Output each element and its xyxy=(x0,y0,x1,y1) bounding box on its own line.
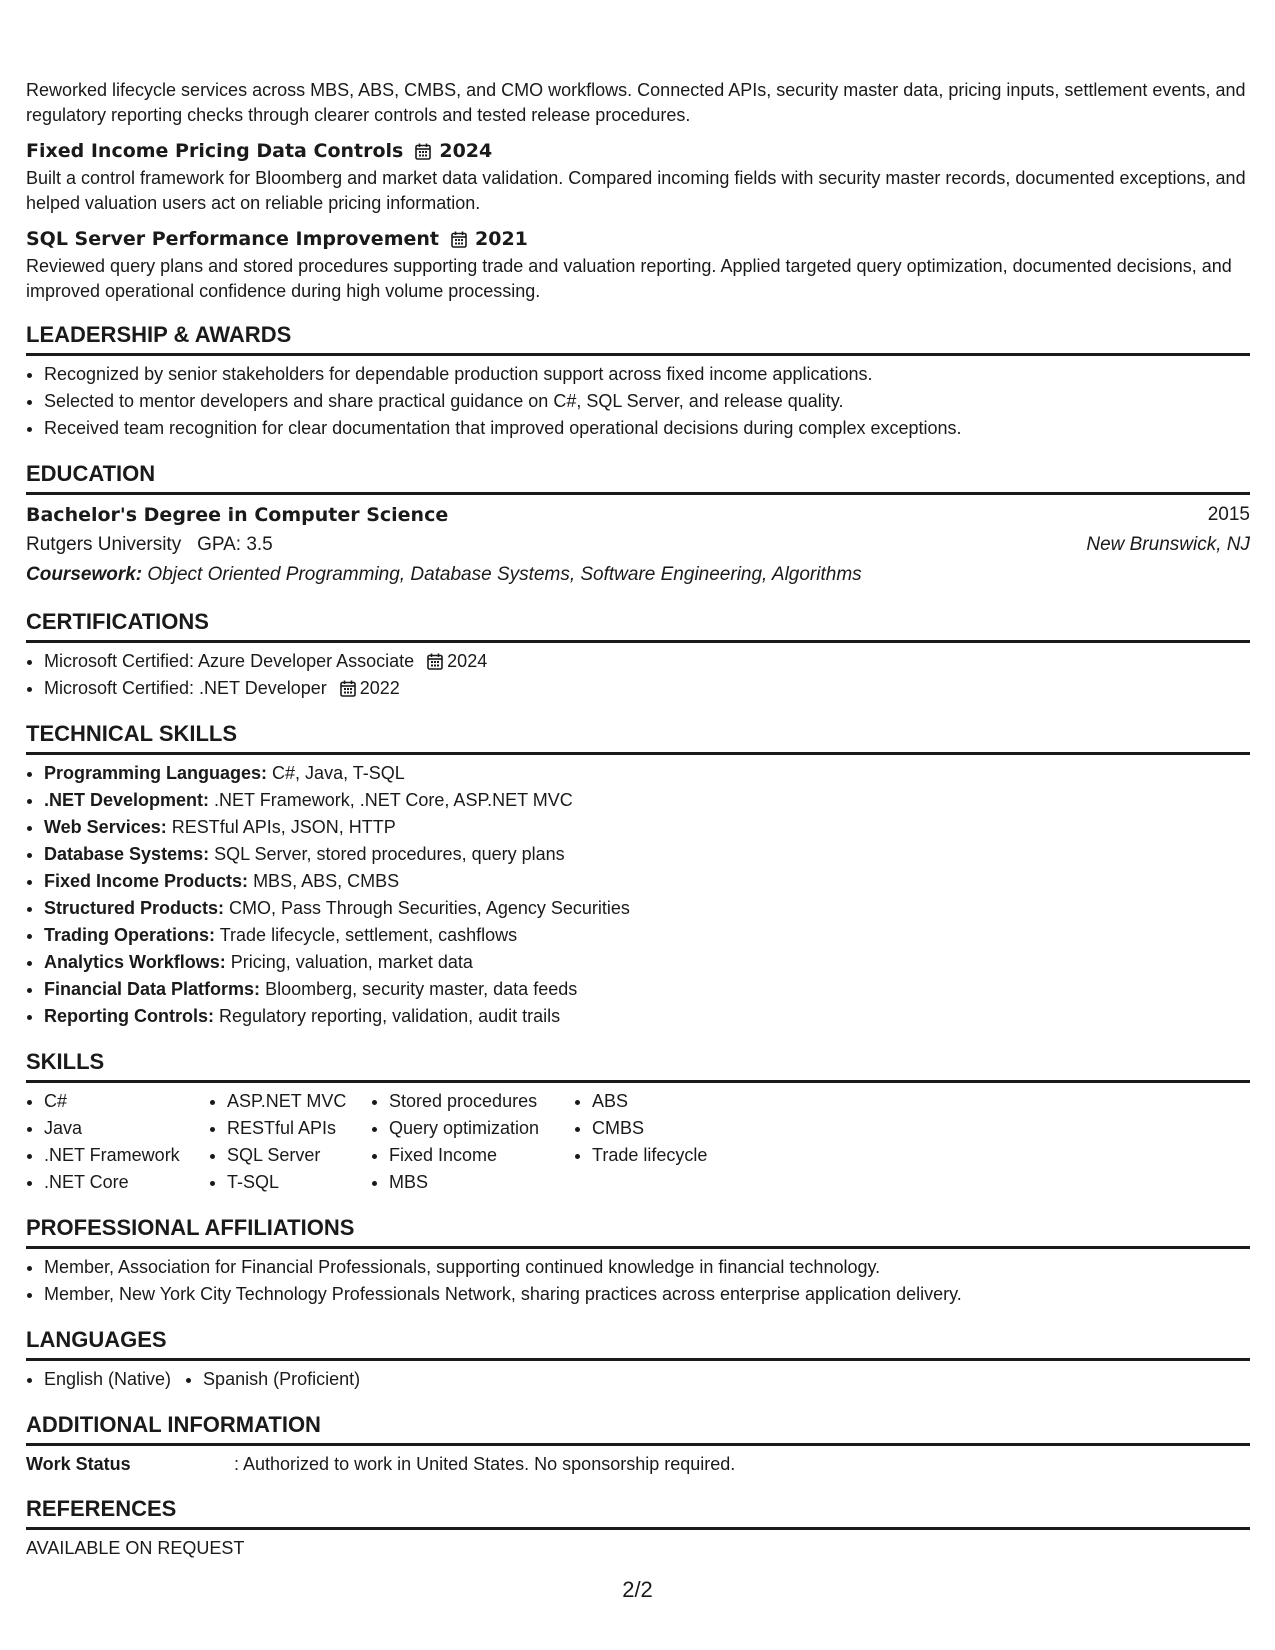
list-item: • ASP.NET MVC xyxy=(227,1088,371,1115)
skills-column xyxy=(574,1088,762,1196)
list-item xyxy=(44,949,1250,976)
section-heading: CERTIFICATIONS xyxy=(26,608,1250,643)
calendar-icon xyxy=(340,680,356,697)
section-heading: PROFESSIONAL AFFILIATIONS xyxy=(26,1214,1250,1249)
calendar-icon xyxy=(415,143,431,160)
skill-values: RESTful APIs, JSON, HTTP xyxy=(171,817,396,837)
section-heading: REFERENCES xyxy=(26,1495,1250,1530)
skill-values: .NET Framework, .NET Core, ASP.NET MVC xyxy=(214,790,573,810)
skill-category: Analytics Workflows: xyxy=(44,952,226,972)
work-status-value: : Authorized to work in United States. No sponsorship required. xyxy=(234,1454,736,1474)
list-item: • Recognized by senior stakeholders for dependable production support across fixed income applications. xyxy=(44,361,1250,388)
list-item: • Stored procedures xyxy=(389,1088,574,1115)
list-item: • C# xyxy=(44,1088,209,1115)
leadership-section xyxy=(26,321,1250,442)
project-title-row xyxy=(26,140,1250,162)
section-heading: ADDITIONAL INFORMATION xyxy=(26,1411,1250,1446)
degree-title: Bachelor's Degree in Computer Science xyxy=(26,504,449,526)
list-item: • Query optimization xyxy=(389,1115,574,1142)
list-item xyxy=(44,922,1250,949)
references-text: AVAILABLE ON REQUEST xyxy=(26,1538,245,1558)
list-item: • Fixed Income xyxy=(389,1142,574,1169)
skill-values: Bloomberg, security master, data feeds xyxy=(265,979,578,999)
list-item xyxy=(44,976,1250,1003)
project-description: Built a control framework for Bloomberg and market data validation. Compared incoming fields with security master records, documented exceptions, and helped valuation users act on reliable pricing information. xyxy=(26,168,1246,213)
calendar-icon xyxy=(427,653,443,670)
list-item: • Spanish (Proficient) xyxy=(203,1366,360,1393)
certification-name: • Microsoft Certified: .NET Developer xyxy=(44,678,327,698)
languages-section xyxy=(26,1326,1250,1393)
skill-category: Reporting Controls: xyxy=(44,1006,214,1026)
list-item xyxy=(44,868,1250,895)
skill-values: Trade lifecycle, settlement, cashflows xyxy=(219,925,518,945)
project-title-row xyxy=(26,228,1250,250)
section-heading: SKILLS xyxy=(26,1048,1250,1083)
graduation-year: 2015 xyxy=(1207,504,1250,525)
language-column xyxy=(185,1366,360,1393)
skill-values: C#, Java, T-SQL xyxy=(272,763,405,783)
list-item: • Java xyxy=(44,1115,209,1142)
leadership-list xyxy=(26,361,1250,442)
skill-values: Pricing, valuation, market data xyxy=(230,952,473,972)
section-heading: LANGUAGES xyxy=(26,1326,1250,1361)
technical-skills-list xyxy=(26,760,1250,1030)
coursework xyxy=(26,560,1250,590)
list-item: • CMBS xyxy=(592,1115,762,1142)
list-item xyxy=(44,760,1250,787)
skills-section xyxy=(26,1048,1250,1196)
section-heading: LEADERSHIP & AWARDS xyxy=(26,321,1250,356)
project-title: Fixed Income Pricing Data Controls xyxy=(26,140,404,162)
language-column xyxy=(26,1366,171,1393)
skill-values: MBS, ABS, CMBS xyxy=(253,871,400,891)
coursework-list: Object Oriented Programming, Database Systems, Software Engineering, Algorithms xyxy=(147,564,862,585)
references-section xyxy=(26,1495,1250,1561)
education-school-row xyxy=(26,530,1250,560)
list-item xyxy=(44,787,1250,814)
list-item: • Selected to mentor developers and share practical guidance on C#, SQL Server, and release quality. xyxy=(44,388,1250,415)
list-item: • .NET Core xyxy=(44,1169,209,1196)
certifications-list xyxy=(26,648,1250,702)
section-heading: EDUCATION xyxy=(26,460,1250,495)
list-item xyxy=(44,841,1250,868)
school-name: Rutgers University xyxy=(26,534,182,555)
skill-category: Web Services: xyxy=(44,817,167,837)
list-item xyxy=(44,675,1250,702)
skill-category: Database Systems: xyxy=(44,844,210,864)
list-item xyxy=(44,895,1250,922)
work-status-label: Work Status xyxy=(26,1454,131,1474)
skill-category: Trading Operations: xyxy=(44,925,216,945)
project-item xyxy=(26,140,1250,215)
resume-page xyxy=(26,78,1250,1561)
list-item: • RESTful APIs xyxy=(227,1115,371,1142)
project-year: 2021 xyxy=(475,228,528,250)
skill-values: SQL Server, stored procedures, query plans xyxy=(214,844,565,864)
education-degree-row xyxy=(26,500,1250,530)
list-item: • English (Native) xyxy=(44,1366,171,1393)
languages-list xyxy=(26,1366,1250,1393)
skill-values: Regulatory reporting, validation, audit trails xyxy=(219,1006,561,1026)
technical-skills-section xyxy=(26,720,1250,1030)
coursework-label: Coursework: xyxy=(26,564,143,585)
list-item: • MBS xyxy=(389,1169,574,1196)
additional-info-section xyxy=(26,1411,1250,1477)
certification-name: • Microsoft Certified: Azure Developer Associate xyxy=(44,651,415,671)
affiliations-section xyxy=(26,1214,1250,1308)
work-status-row xyxy=(26,1451,1250,1477)
skills-column xyxy=(371,1088,574,1196)
list-item: • Trade lifecycle xyxy=(592,1142,762,1169)
skills-column xyxy=(209,1088,371,1196)
skill-category: .NET Development: xyxy=(44,790,210,810)
list-item xyxy=(44,814,1250,841)
project-title: SQL Server Performance Improvement xyxy=(26,228,439,250)
list-item: • T-SQL xyxy=(227,1169,371,1196)
project-description: Reviewed query plans and stored procedures supporting trade and valuation reporting. Applied targeted query optimization, documented decisions, and improved operational confidence during high volume processing. xyxy=(26,256,1232,301)
skill-category: Financial Data Platforms: xyxy=(44,979,261,999)
list-item: • ABS xyxy=(592,1088,762,1115)
certifications-section xyxy=(26,608,1250,702)
skill-values: CMO, Pass Through Securities, Agency Securities xyxy=(229,898,630,918)
skill-category: Structured Products: xyxy=(44,898,225,918)
gpa: GPA: 3.5 xyxy=(197,534,273,555)
list-item xyxy=(44,648,1250,675)
certification-year: 2024 xyxy=(447,651,488,671)
project-year: 2024 xyxy=(439,140,493,162)
project-item xyxy=(26,228,1250,303)
list-item xyxy=(44,1003,1250,1030)
list-item: • Member, New York City Technology Professionals Network, sharing practices across enterprise application delivery. xyxy=(44,1281,1250,1308)
skill-category: Programming Languages: xyxy=(44,763,268,783)
list-item: • Received team recognition for clear documentation that improved operational decisions during complex exceptions. xyxy=(44,415,1250,442)
skill-category: Fixed Income Products: xyxy=(44,871,249,891)
list-item: • SQL Server xyxy=(227,1142,371,1169)
page-number: 2/2 xyxy=(622,1577,653,1602)
skills-grid xyxy=(26,1088,1250,1196)
section-heading: TECHNICAL SKILLS xyxy=(26,720,1250,755)
affiliations-list xyxy=(26,1254,1250,1308)
education-section xyxy=(26,460,1250,590)
list-item: • .NET Framework xyxy=(44,1142,209,1169)
certification-year: 2022 xyxy=(359,678,400,698)
project-intro-paragraph: Reworked lifecycle services across MBS, ABS, CMBS, and CMO workflows. Connected APIs, security master data, pricing inputs, settlement events, and regulatory reporting checks through clearer controls and tested release procedures. xyxy=(26,80,1246,125)
calendar-icon xyxy=(451,231,467,248)
skills-column xyxy=(26,1088,209,1196)
school-location: New Brunswick, NJ xyxy=(1086,534,1250,555)
list-item: • Member, Association for Financial Professionals, supporting continued knowledge in financial technology. xyxy=(44,1254,1250,1281)
